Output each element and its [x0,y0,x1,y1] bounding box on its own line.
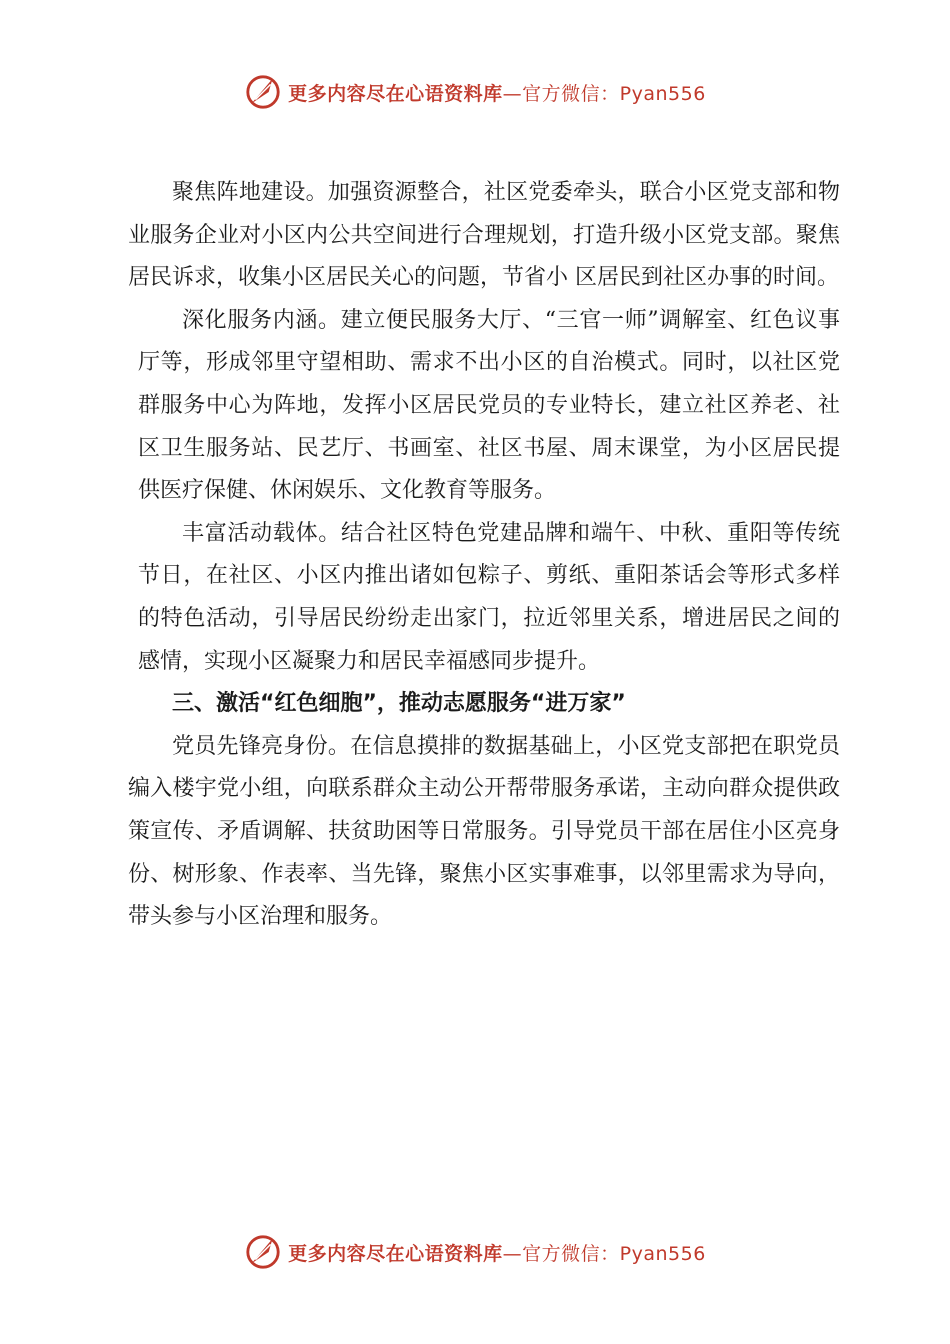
quill-logo-icon [244,1233,282,1271]
watermark-text: 更多内容尽在心语资料库—官方微信：Pyan556 [288,82,706,105]
paragraph-2: 深化服务内涵。建立便民服务大厅、“三官一师”调解室、红色议事厅等，形成邻里守望相助、需求不出小区的自治模式。同时，以社区党群服务中心为阵地，发挥小区居民党员的专业特长，建立社区养老、社区卫生服务站、民艺厅、书画室、社区书屋、周末课堂，为小区居民提供医疗保健、休闲娱乐、文化教育等服务。 [138,307,840,504]
section-heading: 三、激活“红色细胞”，推动志愿服务“进万家” [172,691,626,717]
paragraph-4: 党员先锋亮身份。在信息摸排的数据基础上，小区党支部把在职党员编入楼宇党小组，向联系群众主动公开帮带服务承诺，主动向群众提供政策宣传、矛盾调解、扶贫助困等日常服务。引导党员干部在居住小区亮身份、树形象、作表率、当先锋，聚焦小区实事难事，以邻里需求为导向，带头参与小区治理和服务。 [128,733,840,930]
footer-watermark [0,1232,950,1272]
document-body [128,172,840,939]
paragraph-3: 丰富活动载体。结合社区特色党建品牌和端午、中秋、重阳等传统节日，在社区、小区内推出诸如包粽子、剪纸、重阳茶话会等形式多样的特色活动，引导居民纷纷走出家门，拉近邻里关系，增进居民之间的感情，实现小区凝聚力和居民幸福感同步提升。 [138,520,840,674]
watermark-text: 更多内容尽在心语资料库—官方微信：Pyan556 [288,1242,706,1265]
header-watermark [0,72,950,112]
paragraph-1: 聚焦阵地建设。加强资源整合，社区党委牵头，联合小区党支部和物业服务企业对小区内公共空间进行合理规划，打造升级小区党支部。聚焦居民诉求，收集小区居民关心的问题，节省小 区居民到社区办事的时间。 [128,180,840,291]
quill-logo-icon [244,73,282,111]
